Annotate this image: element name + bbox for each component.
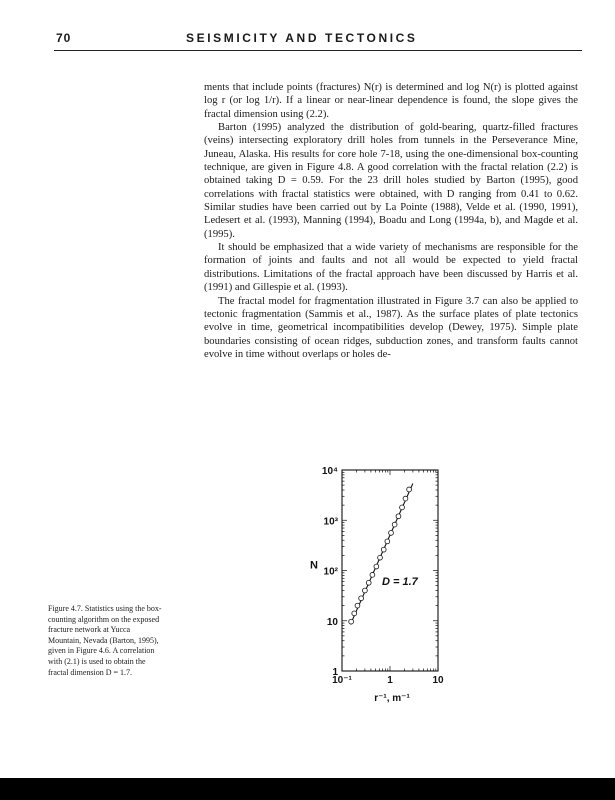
- x-tick-label: 10⁻¹: [332, 675, 352, 686]
- data-point: [389, 531, 394, 536]
- data-point: [403, 496, 408, 501]
- fit-line: [350, 483, 412, 624]
- data-point: [378, 555, 383, 560]
- body-text: [204, 81, 578, 361]
- figure-caption: Figure 4.7. Statistics using the box-counting algorithm on the exposed fracture network at Yucca Mountain, Nevada (Barton, 1995), given in Figure 4.6. A correlation with (2.1) is used to obtain the fractal dimension D = 1.7.: [48, 604, 162, 677]
- figure-4-7: [300, 458, 460, 723]
- loglog-chart: [300, 458, 460, 723]
- x-axis-label: r⁻¹, m⁻¹: [374, 693, 410, 704]
- data-point: [400, 505, 405, 510]
- running-title: SEISMICITY AND TECTONICS: [186, 31, 418, 45]
- y-axis-label: N: [310, 559, 318, 572]
- paragraph-4: The fractal model for fragmentation illustrated in Figure 3.7 can also be applied to tectonic fragmentation (Sammis et al., 1987). As the surface plates of plate tectonics evolve in time, geometrical incompatibilities develop (Dewey, 1975). Simple plate boundaries consisting of ocean ridges, subduction zones, and transform faults cannot evolve in time without overlaps or holes de-: [204, 295, 578, 360]
- data-point: [363, 588, 368, 593]
- footer-band: [0, 778, 615, 800]
- paragraph-3: It should be emphasized that a wide variety of mechanisms are responsible for the formation of joints and faults and not all would be expected to yield fractal distributions. Limitations of the fractal approach have been discussed by Harris et al. (1991) and Gillespie et al. (1993).: [204, 242, 578, 294]
- data-point: [370, 572, 375, 577]
- data-point: [381, 547, 386, 552]
- data-point: [392, 522, 397, 527]
- fractal-dimension-annotation: D = 1.7: [382, 576, 418, 588]
- y-tick-label: 10⁴: [321, 466, 338, 477]
- paragraph-2: Barton (1995) analyzed the distribution of gold-bearing, quartz-filled fractures (veins) intersecting exploratory drill holes from tunnels in the Perseverance Mine, Juneau, Alaska. His results for core hole 7-18, using the one-dimensional box-counting technique, are given in Figure 4.8. A good correlation with the fractal relation (2.2) is obtained taking D = 0.59. For the 23 drill holes studied by Barton (1995), good correlations with fractal statistics were obtained, with D ranging from 0.41 to 0.62. Similar studies have been carried out by La Pointe (1988), Velde et al. (1990, 1991), Ledesert et al. (1993), Manning (1994), Boadu and Long (1994a, b), and Magde et al. (1995).: [204, 122, 578, 240]
- header-rule: [54, 50, 582, 51]
- data-point: [396, 514, 401, 519]
- y-tick-label: 10: [326, 616, 338, 628]
- data-point: [355, 603, 360, 608]
- data-point: [366, 580, 371, 585]
- page-header: [0, 0, 615, 60]
- x-tick-label: 1: [387, 675, 393, 686]
- y-tick-label: 10²: [323, 566, 338, 578]
- page-number: 70: [56, 31, 72, 45]
- data-point: [349, 619, 354, 624]
- data-point: [359, 596, 364, 601]
- x-tick-label: 10: [432, 675, 444, 686]
- data-point: [407, 487, 412, 492]
- data-point: [374, 564, 379, 569]
- data-point: [385, 539, 390, 544]
- plot-frame: [342, 470, 438, 671]
- y-tick-label: 1: [332, 667, 338, 678]
- paragraph-1: ments that include points (fractures) N(r) is determined and log N(r) is plotted against log r (or log 1/r). If a linear or near-linear dependence is found, the slope gives the fractal dimension using (2.2).: [204, 82, 578, 120]
- y-tick-label: 10³: [323, 516, 338, 528]
- data-point: [352, 611, 357, 616]
